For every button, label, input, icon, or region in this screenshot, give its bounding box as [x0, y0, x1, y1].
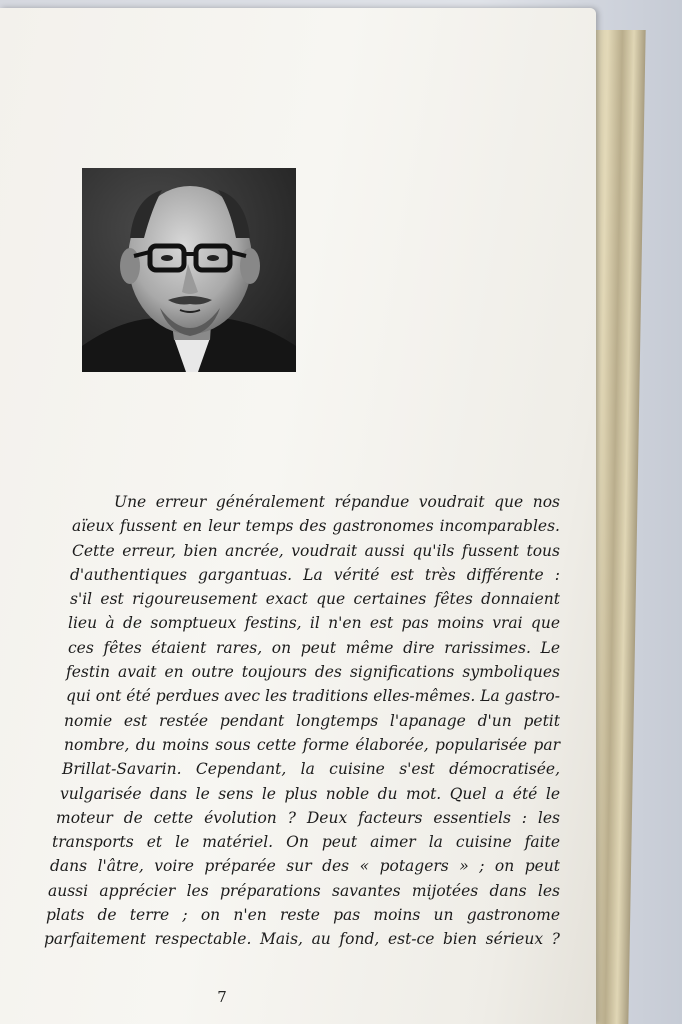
paragraph-line: moteur de cette évolution ? Deux facteurs essentiels : les [56, 808, 560, 827]
paragraph-line: qui ont été perdues avec les traditions elles-mêmes. La gastro- [66, 687, 560, 706]
paragraph-line: vulgarisée dans le sens le plus noble du mot. Quel a été le [60, 784, 560, 803]
paragraph-line: transports et le matériel. On peut aimer la cuisine faite [52, 833, 560, 852]
portrait-illustration [82, 168, 296, 372]
paragraph-line: d'authentiques gargantuas. La vérité est très différente : [70, 565, 560, 584]
paragraph-line: lieu à de somptueux festins, il n'en est pas moins vrai que [68, 614, 560, 633]
paragraph-line: plats de terre ; on n'en reste pas moins un gastronome [46, 906, 560, 925]
page-number: 7 [217, 988, 227, 1006]
paragraph-line: festin avait en outre toujours des significations symboliques [66, 663, 560, 682]
paragraph-line: ces fêtes étaient rares, on peut même dire rarissimes. Le [68, 638, 560, 657]
paragraph-line: aussi apprécier les préparations savantes mijotées dans les [48, 881, 560, 900]
paragraph-line: Brillat-Savarin. Cependant, la cuisine s'est démocratisée, [62, 760, 560, 779]
paragraph-line: parfaitement respectable. Mais, au fond, est-ce bien sérieux ? [44, 930, 560, 949]
paragraph-line: aïeux fussent en leur temps des gastronomes incomparables. [72, 517, 560, 536]
body-paragraph [44, 490, 560, 952]
paragraph-line: nomie est restée pendant longtemps l'apanage d'un petit [64, 711, 560, 730]
paragraph-line: Une erreur généralement répandue voudrait que nos [114, 493, 560, 511]
paragraph-line: dans l'âtre, voire préparée sur des « potagers » ; on peut [50, 857, 560, 876]
author-portrait-photo [82, 168, 296, 372]
paragraph-line: s'il est rigoureusement exact que certaines fêtes donnaient [70, 590, 560, 609]
paragraph-line: nombre, du moins sous cette forme élaborée, popularisée par [64, 735, 560, 754]
paragraph-line: Cette erreur, bien ancrée, voudrait aussi qu'ils fussent tous [72, 541, 560, 560]
